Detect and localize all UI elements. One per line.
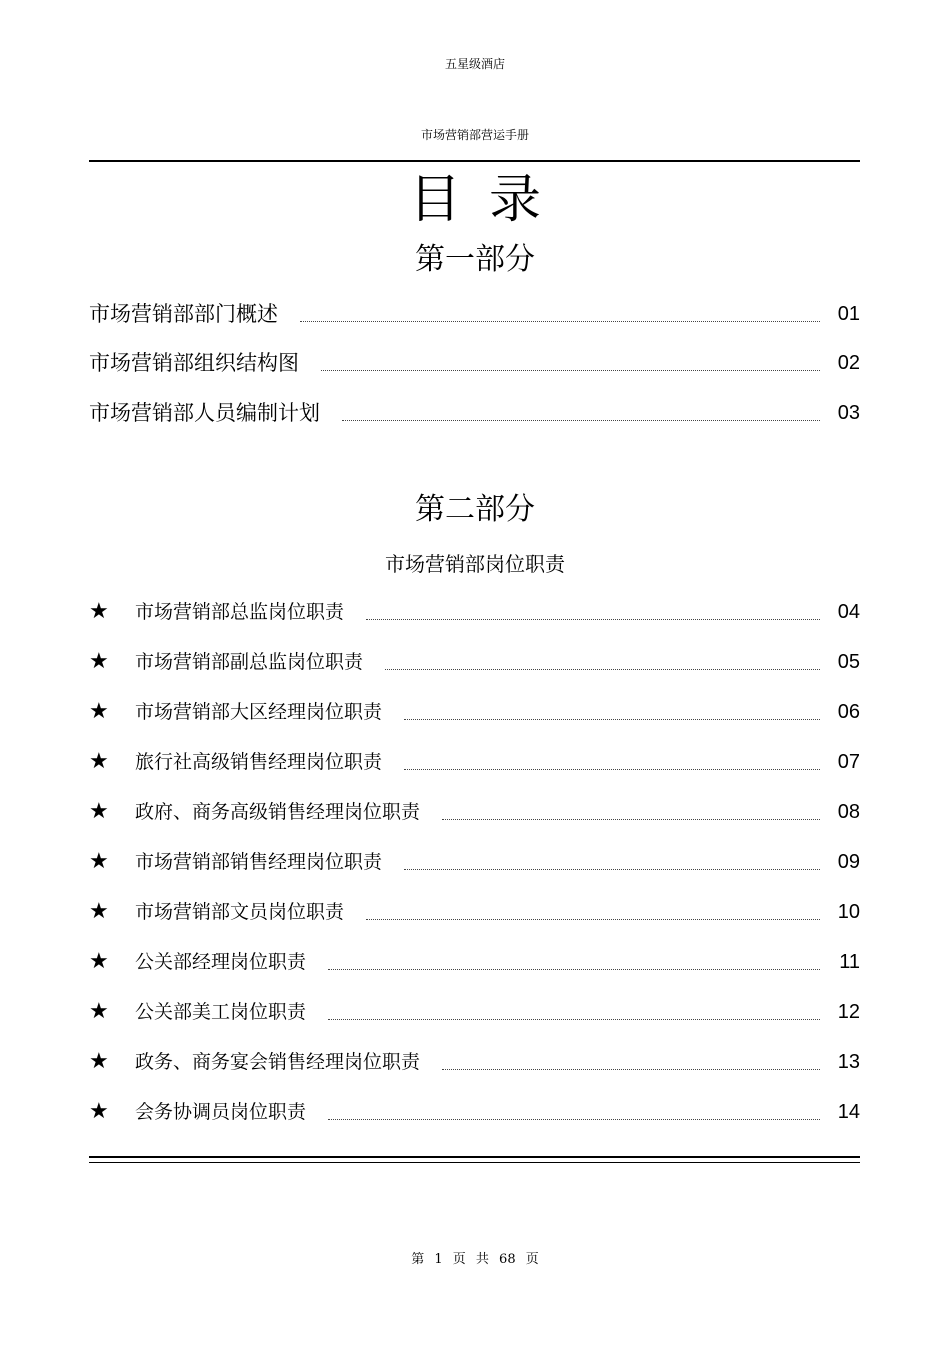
toc-entry[interactable] — [89, 594, 860, 626]
toc-entry-page: 03 — [837, 402, 860, 424]
dot-leader — [328, 969, 820, 970]
toc-entry-page: 12 — [837, 1001, 860, 1023]
star-bullet-icon: ★ — [89, 699, 109, 724]
toc-entry[interactable] — [89, 395, 860, 427]
toc-entry-page: 10 — [837, 901, 860, 923]
toc-entry-label: 市场营销部总监岗位职责 — [135, 601, 345, 623]
star-bullet-icon: ★ — [89, 999, 109, 1024]
star-bullet-icon: ★ — [89, 599, 109, 624]
dot-leader — [300, 321, 820, 322]
dot-leader — [442, 819, 820, 820]
dot-leader — [404, 869, 820, 870]
toc-entry[interactable] — [89, 694, 860, 726]
dot-leader — [328, 1119, 820, 1120]
page-title: 目录 — [408, 170, 569, 230]
toc-entry[interactable] — [89, 894, 860, 926]
toc-entry[interactable] — [89, 1094, 860, 1126]
toc-entry-page: 09 — [837, 851, 860, 873]
header-hotel-name: 五星级酒店 — [444, 57, 505, 71]
footer-divider-thin — [89, 1162, 860, 1163]
toc-entry-page: 11 — [839, 951, 860, 973]
toc-entry-label: 市场营销部部门概述 — [89, 302, 278, 326]
toc-entry[interactable] — [89, 944, 860, 976]
part2-subtitle: 市场营销部岗位职责 — [385, 552, 565, 576]
toc-entry-page: 05 — [837, 651, 860, 673]
dot-leader — [366, 619, 820, 620]
star-bullet-icon: ★ — [89, 749, 109, 774]
header-manual-title: 市场营销部营运手册 — [420, 128, 529, 142]
toc-entry-label: 公关部美工岗位职责 — [135, 1001, 307, 1023]
star-bullet-icon: ★ — [89, 649, 109, 674]
toc-entry-page: 13 — [837, 1051, 860, 1073]
toc-entry-page: 14 — [837, 1101, 860, 1123]
toc-entry-label: 公关部经理岗位职责 — [135, 951, 307, 973]
toc-entry-page: 01 — [837, 303, 860, 325]
dot-leader — [328, 1019, 820, 1020]
toc-entry-label: 旅行社高级销售经理岗位职责 — [135, 751, 383, 773]
toc-entry-label: 市场营销部组织结构图 — [89, 351, 299, 375]
star-bullet-icon: ★ — [89, 1049, 109, 1074]
star-bullet-icon: ★ — [89, 849, 109, 874]
star-bullet-icon: ★ — [89, 949, 109, 974]
dot-leader — [342, 420, 820, 421]
dot-leader — [442, 1069, 820, 1070]
toc-entry[interactable] — [89, 994, 860, 1026]
toc-entry-label: 政府、商务高级销售经理岗位职责 — [135, 801, 421, 823]
toc-entry-page: 02 — [837, 352, 860, 374]
toc-entry-page: 08 — [837, 801, 860, 823]
toc-entry-label: 市场营销部人员编制计划 — [89, 401, 320, 425]
footer-divider-thick — [89, 1156, 860, 1158]
toc-entry-page: 06 — [837, 701, 860, 723]
star-bullet-icon: ★ — [89, 899, 109, 924]
toc-entry-label: 市场营销部大区经理岗位职责 — [135, 701, 383, 723]
page-number-footer: 第 1 页 共 68 页 — [411, 1252, 539, 1267]
toc-entry[interactable] — [89, 744, 860, 776]
dot-leader — [366, 919, 820, 920]
star-bullet-icon: ★ — [89, 1099, 109, 1124]
toc-entry[interactable] — [89, 345, 860, 377]
toc-entry-page: 07 — [837, 751, 860, 773]
dot-leader — [404, 719, 820, 720]
part1-title: 第一部分 — [415, 242, 535, 277]
toc-entry-label: 市场营销部销售经理岗位职责 — [135, 851, 383, 873]
toc-entry[interactable] — [89, 644, 860, 676]
toc-entry[interactable] — [89, 844, 860, 876]
dot-leader — [404, 769, 820, 770]
part2-title: 第二部分 — [415, 492, 535, 527]
toc-entry[interactable] — [89, 1044, 860, 1076]
toc-entry-label: 会务协调员岗位职责 — [135, 1101, 307, 1123]
toc-entry[interactable] — [89, 296, 860, 328]
toc-entry-label: 市场营销部文员岗位职责 — [135, 901, 345, 923]
toc-entry-label: 市场营销部副总监岗位职责 — [135, 651, 364, 673]
dot-leader — [321, 370, 820, 371]
toc-entry-page: 04 — [837, 601, 860, 623]
dot-leader — [385, 669, 820, 670]
toc-entry[interactable] — [89, 794, 860, 826]
star-bullet-icon: ★ — [89, 799, 109, 824]
header-divider — [89, 160, 860, 162]
toc-entry-label: 政务、商务宴会销售经理岗位职责 — [135, 1051, 421, 1073]
